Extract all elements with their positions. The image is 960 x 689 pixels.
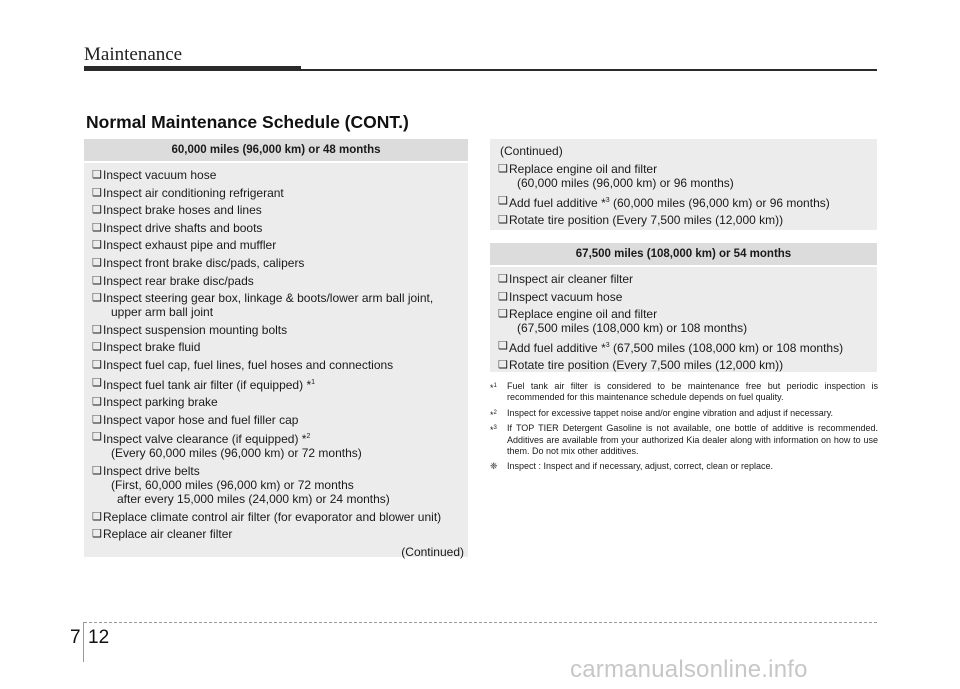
- checklist-item: [92, 376, 468, 392]
- item-text: Inspect fuel cap, fuel lines, fuel hoses and connections: [103, 357, 394, 372]
- item-text: Rotate tire position (Every 7,500 miles (12,000 km)): [509, 213, 784, 228]
- footnote-text: Inspect for excessive tappet noise and/or engine vibration and adjust if necessary.: [507, 407, 834, 418]
- checklist-item: [92, 340, 468, 354]
- footnote-text: If TOP TIER Detergent Gasoline is not available, one bottle of additive is recommended. Additives are available from your authorized Kia dealer along with information on how to use them. Do not mix other additives.: [507, 423, 878, 457]
- checklist-item: [92, 203, 468, 217]
- item-text-tail: (60,000 miles (96,000 km) or 96 months): [609, 195, 830, 210]
- checklist-item: [92, 413, 468, 427]
- checklist-item: [92, 358, 468, 372]
- footnote: [490, 461, 878, 472]
- checkbox-icon: ❑: [92, 528, 102, 541]
- header-rule-thin: [301, 69, 877, 71]
- footnote-symbol: *: [490, 425, 494, 436]
- checklist-item: [92, 291, 468, 319]
- item-detail: (Every 60,000 miles (96,000 km) or 72 months): [111, 446, 362, 461]
- checklist-item: [92, 510, 468, 524]
- item-detail: (First, 60,000 miles (96,000 km) or 72 months: [111, 477, 354, 492]
- checkbox-icon: ❑: [92, 510, 102, 523]
- chapter-number: 7: [70, 627, 81, 648]
- item-text: Replace engine oil and filter: [509, 162, 658, 176]
- footnote: [490, 408, 878, 419]
- item-text: Inspect vapor hose and fuel filler cap: [103, 412, 299, 427]
- item-text-tail: (67,500 miles (108,000 km) or 108 months): [609, 340, 844, 355]
- footnote-marker: [490, 461, 498, 472]
- checklist: [490, 160, 877, 227]
- checkbox-icon: ❑: [498, 214, 508, 227]
- checklist: [490, 267, 877, 372]
- continued-label: (Continued): [500, 144, 563, 158]
- footnote-text: Inspect : Inspect and if necessary, adjust, correct, clean or replace.: [507, 461, 773, 472]
- header-title: Maintenance: [84, 44, 183, 65]
- item-text: Replace air cleaner filter: [103, 527, 233, 542]
- footnote-symbol: *: [490, 409, 494, 420]
- item-text: Inspect front brake disc/pads, calipers: [103, 255, 305, 270]
- checklist-item: [498, 194, 877, 210]
- item-text: Inspect vacuum hose: [509, 289, 623, 304]
- checklist-item: [92, 395, 468, 409]
- schedule-panel-continued: [490, 139, 877, 230]
- checklist-item: [92, 168, 468, 182]
- checklist-item: [498, 213, 877, 227]
- item-text: Replace engine oil and filter: [509, 307, 658, 322]
- footnote-number: 2: [493, 409, 497, 416]
- item-text: Inspect valve clearance (if equipped) *: [103, 432, 307, 447]
- item-text: Add fuel additive *: [509, 340, 606, 355]
- footer-divider: [83, 622, 84, 662]
- footnote: [490, 423, 878, 457]
- footnote-text: Fuel tank air filter is considered to be maintenance free but periodic inspection is recommended for this maintenance schedule depends on fuel quality.: [507, 381, 878, 403]
- checklist-item: [92, 274, 468, 288]
- checklist-item: [92, 430, 468, 460]
- footnote-ref: 3: [605, 196, 610, 204]
- checklist-item: [92, 464, 468, 506]
- footnote-ref: 3: [605, 341, 610, 349]
- checkbox-icon: ❑: [92, 431, 102, 444]
- checklist-item: [92, 186, 468, 200]
- checkbox-icon: ❑: [498, 339, 508, 352]
- continued-label: (Continued): [401, 544, 464, 559]
- item-text: Inspect brake fluid: [103, 340, 201, 355]
- schedule-panel-67500: [490, 243, 877, 372]
- checklist-item: [92, 323, 468, 337]
- checklist-item: [92, 527, 468, 541]
- item-text: Inspect air conditioning refrigerant: [103, 185, 284, 200]
- header-rule-thick: [84, 66, 301, 71]
- item-text: Inspect air cleaner filter: [509, 272, 634, 286]
- checklist-item: [92, 238, 468, 252]
- checkbox-icon: ❑: [92, 341, 102, 354]
- item-detail: after every 15,000 miles (24,000 km) or 24 months): [117, 491, 390, 506]
- checkbox-icon: ❑: [92, 396, 102, 409]
- checkbox-icon: ❑: [498, 163, 508, 175]
- checkbox-icon: ❑: [92, 274, 102, 287]
- footnote-number: 3: [493, 425, 497, 432]
- checklist-item: [498, 290, 877, 304]
- item-detail: (67,500 miles (108,000 km) or 108 months): [517, 321, 748, 336]
- footnote-marker: [490, 408, 497, 421]
- footer-rule: [84, 622, 877, 623]
- item-text: Inspect fuel tank air filter (if equipped) *: [103, 377, 312, 392]
- panel-heading: 60,000 miles (96,000 km) or 48 months: [84, 139, 468, 163]
- footnote-marker: [490, 423, 497, 436]
- checklist-item: [92, 256, 468, 270]
- checklist-item: [92, 221, 468, 235]
- schedule-panel-60000: [84, 139, 468, 557]
- footnote-ref: 1: [311, 378, 316, 386]
- footnote-symbol: *: [490, 383, 494, 393]
- checkbox-icon: ❑: [498, 308, 508, 321]
- checkbox-icon: ❑: [498, 273, 508, 285]
- item-text: Inspect drive belts: [103, 463, 200, 478]
- checklist-item: [498, 272, 877, 286]
- footnote-number: 1: [493, 383, 497, 389]
- checkbox-icon: ❑: [92, 186, 102, 199]
- checklist: [84, 163, 468, 559]
- item-detail: upper arm ball joint: [111, 305, 214, 320]
- checkbox-icon: ❑: [92, 376, 102, 389]
- item-text: Replace climate control air filter (for evaporator and blower unit): [103, 509, 442, 524]
- page-number: 12: [88, 627, 110, 648]
- item-text: Inspect exhaust pipe and muffler: [103, 238, 277, 253]
- checklist-item: [498, 162, 877, 190]
- checklist-item: [498, 339, 877, 355]
- watermark: carmanualsonline.info: [570, 656, 808, 683]
- checkbox-icon: ❑: [92, 204, 102, 217]
- item-text: Add fuel additive *: [509, 195, 606, 210]
- checkbox-icon: ❑: [92, 239, 102, 252]
- section-title: Normal Maintenance Schedule (CONT.): [86, 112, 409, 132]
- footnote-ref: 2: [306, 433, 311, 441]
- footnote-marker: [490, 381, 497, 394]
- checkbox-icon: ❑: [92, 323, 102, 336]
- checklist-item: [498, 358, 877, 372]
- checkbox-icon: ❑: [92, 256, 102, 269]
- checkbox-icon: ❑: [498, 290, 508, 303]
- footnotes: [490, 381, 878, 477]
- checkbox-icon: ❑: [92, 358, 102, 371]
- checkbox-icon: ❑: [498, 194, 508, 207]
- item-text: Inspect drive shafts and boots: [103, 220, 263, 235]
- checkbox-icon: ❑: [92, 413, 102, 426]
- item-text: Inspect parking brake: [103, 395, 218, 410]
- item-text: Inspect steering gear box, linkage & boots/lower arm ball joint,: [103, 291, 434, 306]
- panel-heading: 67,500 miles (108,000 km) or 54 months: [490, 243, 877, 267]
- checkbox-icon: ❑: [92, 292, 102, 305]
- item-text: Inspect brake hoses and lines: [103, 203, 262, 218]
- item-text: Inspect vacuum hose: [103, 168, 217, 182]
- footnote: [490, 381, 878, 404]
- checkbox-icon: ❑: [92, 169, 102, 181]
- item-text: Inspect rear brake disc/pads: [103, 273, 254, 288]
- checkbox-icon: ❑: [92, 221, 102, 234]
- item-detail: (60,000 miles (96,000 km) or 96 months): [517, 176, 734, 190]
- checklist-item: [498, 307, 877, 335]
- checkbox-icon: ❑: [498, 359, 508, 372]
- footnote-symbol: ❈: [490, 461, 498, 472]
- item-text: Inspect suspension mounting bolts: [103, 322, 288, 337]
- checkbox-icon: ❑: [92, 464, 102, 477]
- item-text: Rotate tire position (Every 7,500 miles (12,000 km)): [509, 358, 784, 373]
